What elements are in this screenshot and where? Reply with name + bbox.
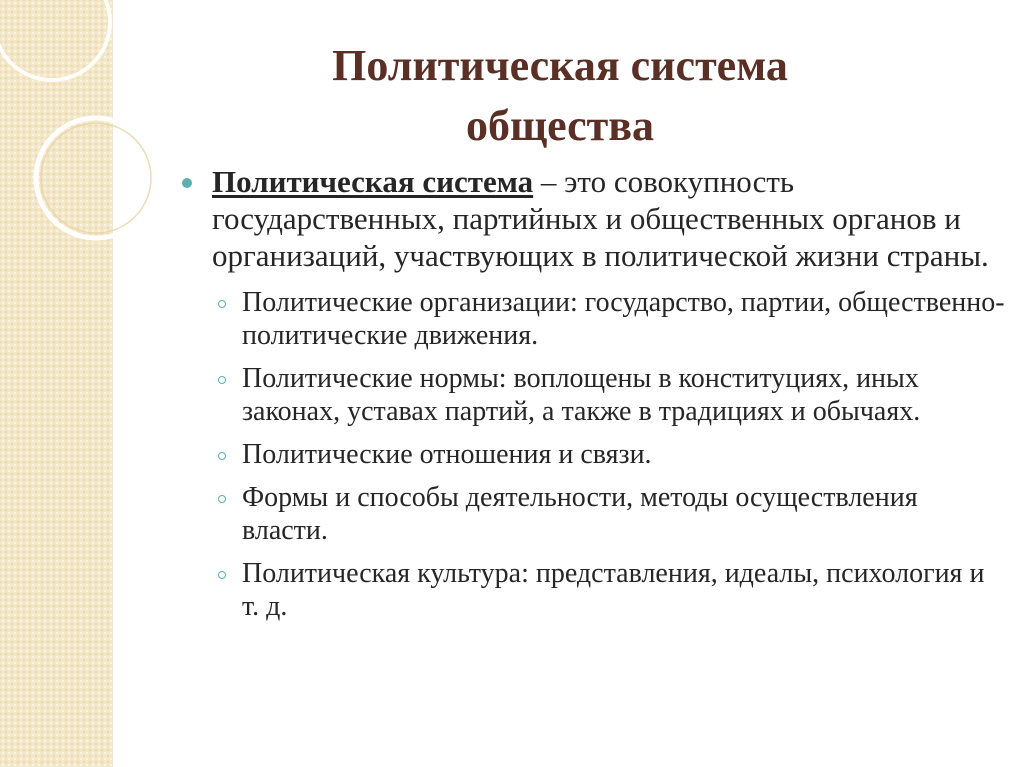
sub-bullet-item: [216, 286, 1008, 352]
ring-bullet-icon: [218, 376, 226, 384]
slide-title: [180, 36, 940, 156]
sub-bullet-list: [178, 286, 1008, 623]
decorative-side-band: [0, 0, 113, 767]
slide-title-line1: Политическая система: [332, 41, 788, 90]
sub-bullet-text: Политические нормы: воплощены в конституциях, иных законах, уставах партий, а также в традициях и обычаях.: [242, 363, 921, 427]
ring-bullet-icon: [218, 571, 226, 579]
slide-title-line2: общества: [465, 101, 655, 150]
sub-bullet-item: [216, 438, 1008, 471]
ring-bullet-icon: [218, 495, 226, 503]
sub-bullet-text: Формы и способы деятельности, методы осуществления власти.: [242, 482, 918, 546]
slide-content: [178, 163, 1008, 633]
term-definition: – это совокупность государственных, партийных и общественных органов и организаций, участвующих в политической жизни страны.: [212, 164, 989, 273]
sub-bullet-text: Политические отношения и связи.: [242, 439, 652, 470]
sub-bullet-item: [216, 481, 1008, 547]
sub-bullet-text: Политические организации: государство, партии, общественно-политические движения.: [242, 287, 1005, 351]
sub-bullet-text: Политическая культура: представления, идеалы, психология и т. д.: [242, 558, 985, 622]
defined-term: Политическая система: [212, 164, 534, 199]
bullet-dot-icon: [182, 178, 192, 188]
main-bullet: [178, 163, 1008, 274]
sub-bullet-item: [216, 557, 1008, 623]
ring-bullet-icon: [218, 300, 226, 308]
sub-bullet-item: [216, 362, 1008, 428]
ring-bullet-icon: [218, 452, 226, 460]
